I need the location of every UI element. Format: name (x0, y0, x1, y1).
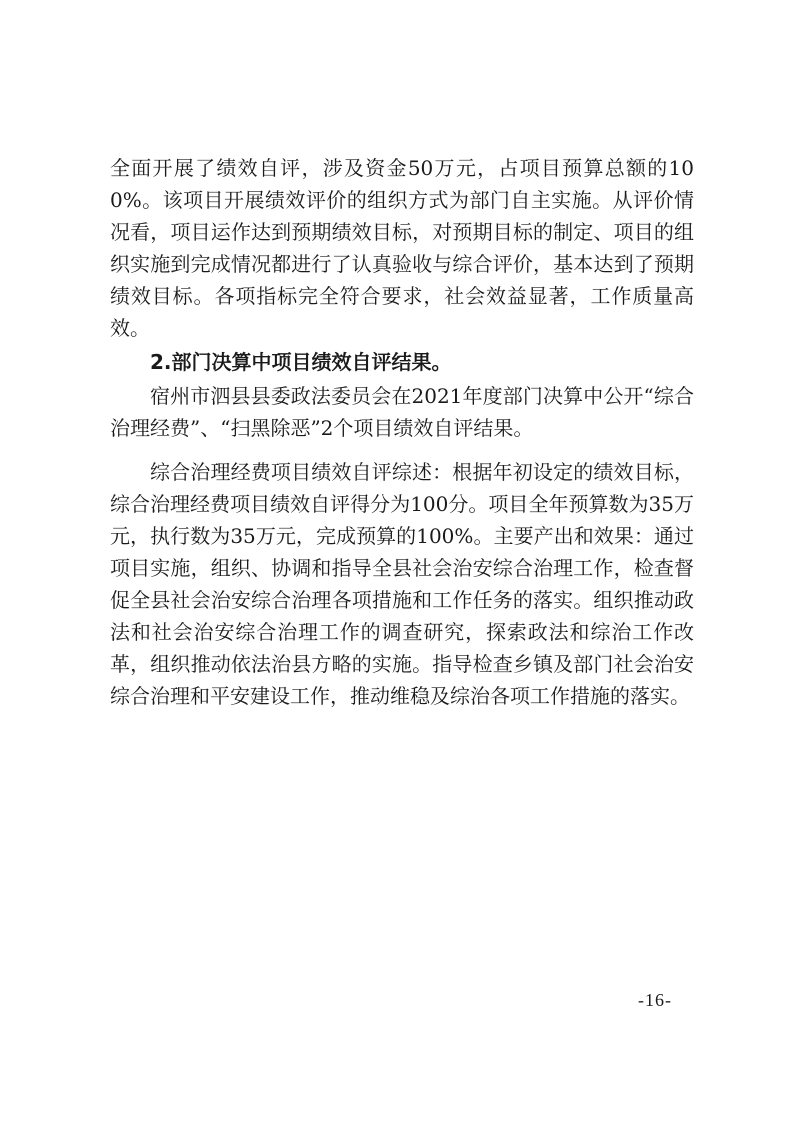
paragraph-project-review: 综合治理经费项目绩效自评综述：根据年初设定的绩效目标，综合治理经费项目绩效自评得分为100分。项目全年预算数为35万元，执行数为35万元，完成预算的100%。主要产出和效果：通过项目实施，组织、协调和指导全县社会治安综合治理工作，检查督促全县社会治安综合治理各项措施和工作任务的落实。组织推动政法和社会治安综合治理工作的调查研究，探索政法和综治工作改革，组织推动依法治县方略的实施。指导检查乡镇及部门社会治安综合治理和平安建设工作，推动维稳及综治各项工作措施的落实。 (110, 460, 694, 708)
paragraph-evaluation-summary: 全面开展了绩效自评，涉及资金50万元，占项目预算总额的100%。该项目开展绩效评价的组织方式为部门自主实施。从评价情况看，项目运作达到预期绩效目标，对预期目标的制定、项目的组织实施到完成情况都进行了认真验收与综合评价，基本达到了预期绩效目标。各项指标完全符合要求，社会效益显著，工作质量高效。 (110, 156, 694, 340)
section-heading: 2.部门决算中项目绩效自评结果。 (150, 350, 452, 374)
body-text (110, 152, 694, 712)
page-number: -16- (638, 990, 672, 1010)
paragraph-disclosure: 宿州市泗县县委政法委员会在2021年度部门决算中公开“综合治理经费”、“扫黑除恶”2个项目绩效自评结果。 (110, 384, 694, 440)
